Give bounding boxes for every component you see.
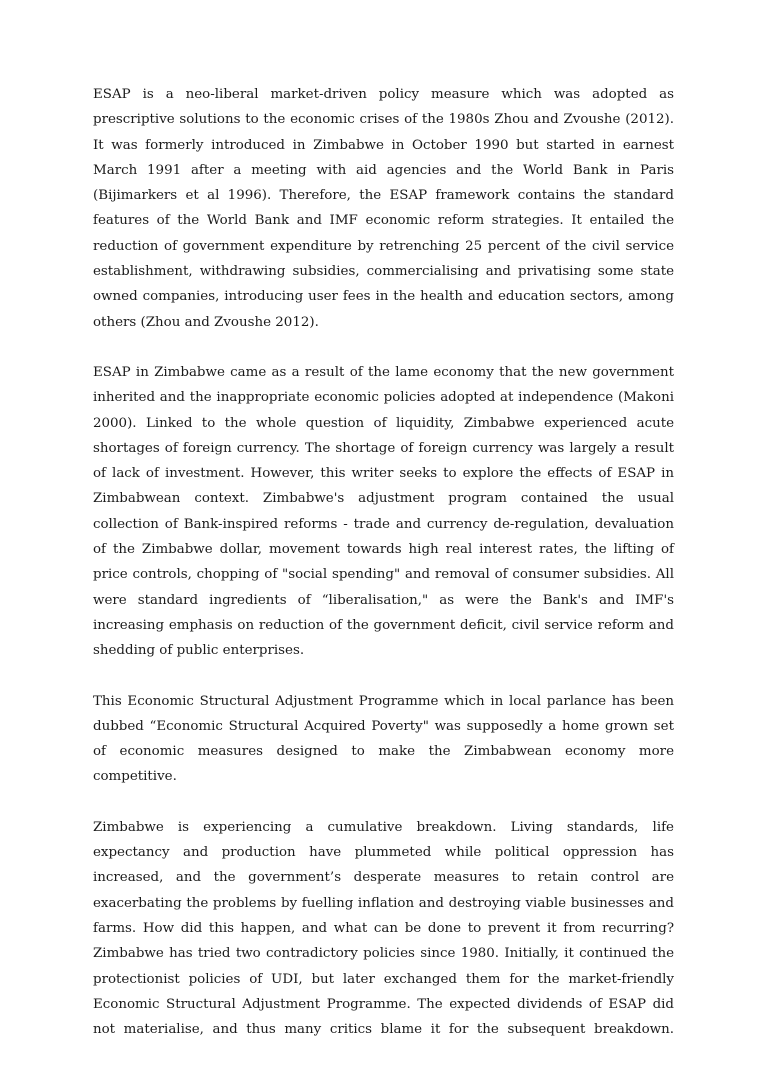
paragraph-esap-zimbabwe: ESAP in Zimbabwe came as a result of the lame economy that the new government inherited and the inappropriate economic policies adopted at independence (Makoni 2000). Linked to the whole question of liquidity, Zimbabwe experienced acute shortages of foreign currency. The shortage of foreign currency was largely a result of lack of investment. However, this writer seeks to explore the effects of ESAP in Zimbabwean context. Zimbabwe's adjustment program contained the usual collection of Bank-inspired reforms - trade and currency de-regulation, devaluation of the Zimbabwe dollar, movement towards high real interest rates, the lifting of price controls, chopping of "social spending" and removal of consumer subsidies. All were standard ingredients of “liberalisation," as were the Bank's and IMF's increasing emphasis on reduction of the government deficit, civil service reform and shedding of public enterprises.: [93, 364, 674, 659]
paragraph-cumulative-breakdown: Zimbabwe is experiencing a cumulative breakdown. Living standards, life expectancy and production have plummeted while political oppression has increased, and the government’s desperate measures to retain control are exacerbating the problems by fuelling inflation and destroying viable businesses and farms. How did this happen, and what can be done to prevent it from recurring? Zimbabwe has tried two contradictory policies since 1980. Initially, it continued the protectionist policies of UDI, but later exchanged them for the market-friendly Economic Structural Adjustment Programme. The expected dividends of ESAP did not materialise, and thus many critics blame it for the subsequent breakdown.: [93, 819, 674, 1038]
paragraph-economic-structural-acquired-poverty: This Economic Structural Adjustment Programme which in local parlance has been dubbed “Economic Structural Acquired Poverty" was supposedly a home grown set of economic measures designed to make the Zimbabwean economy more competitive.: [93, 693, 674, 785]
document-page: [93, 82, 674, 1067]
paragraph-esap-definition: ESAP is a neo-liberal market-driven policy measure which was adopted as prescriptive solutions to the economic crises of the 1980s Zhou and Zvoushe (2012). It was formerly introduced in Zimbabwe in October 1990 but started in earnest March 1991 after a meeting with aid agencies and the World Bank in Paris (Bijimarkers et al 1996). Therefore, the ESAP framework contains the standard features of the World Bank and IMF economic reform strategies. It entailed the reduction of government expenditure by retrenching 25 percent of the civil service establishment, withdrawing subsidies, commercialising and privatising some state owned companies, introducing user fees in the health and education sectors, among others (Zhou and Zvoushe 2012).: [93, 87, 674, 330]
